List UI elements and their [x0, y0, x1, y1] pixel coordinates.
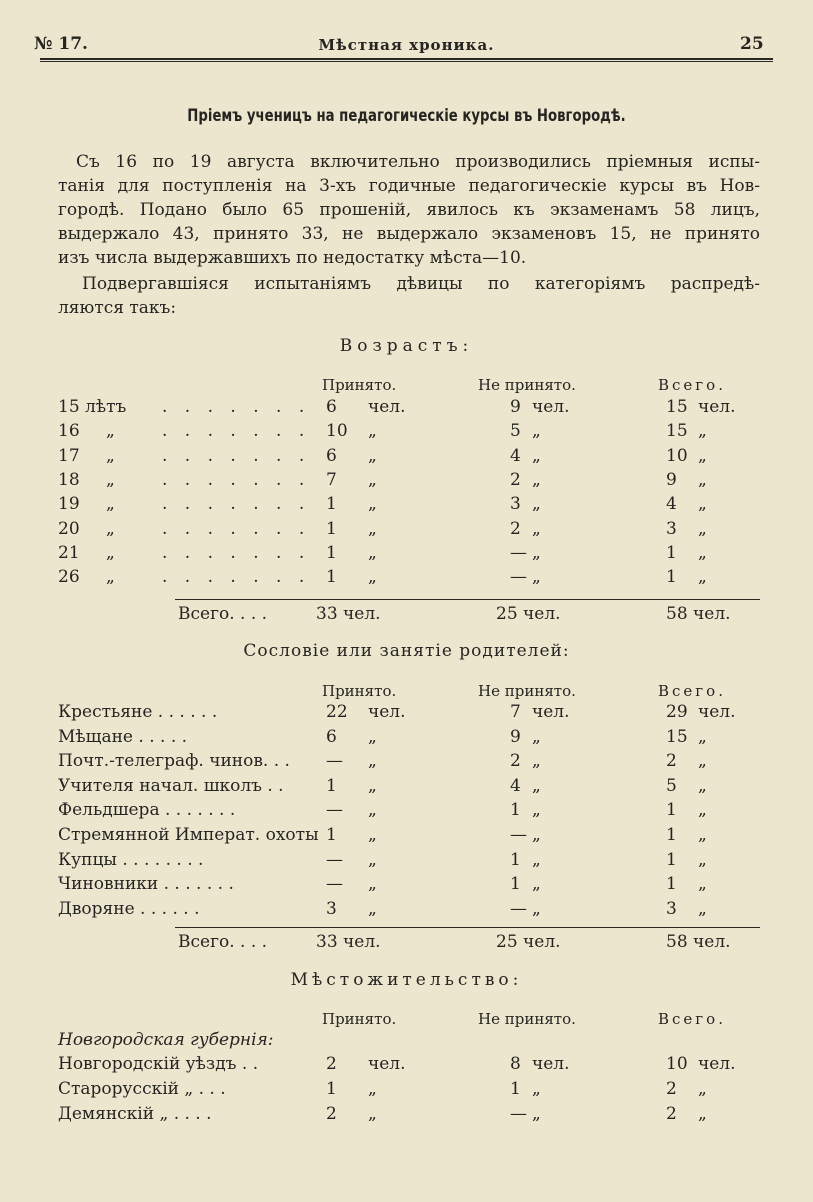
not-accepted-count: —	[510, 567, 527, 588]
not-accepted-count: 1	[510, 849, 521, 870]
total-unit: „	[698, 800, 707, 821]
total-label: Всего. . . .	[178, 604, 268, 624]
total-unit: „	[698, 567, 707, 588]
total-count: 15	[666, 421, 688, 442]
table-row	[58, 874, 778, 898]
accepted-count: 22	[326, 702, 348, 722]
accepted-unit: „	[368, 775, 377, 796]
total-unit: „	[698, 421, 707, 442]
accepted-unit: „	[368, 726, 377, 747]
accepted-unit: „	[368, 898, 377, 919]
row-label: 17	[58, 445, 80, 466]
paragraph-line: городѣ. Подано было 65 прошеній, явилось къ экзаменамъ 58 лицъ,	[58, 200, 760, 220]
leader-dots: . . . . . . .	[162, 567, 311, 588]
table-row	[58, 446, 778, 470]
row-label: 18	[58, 469, 80, 490]
not-accepted-unit: „	[532, 874, 541, 895]
total-count: 1	[666, 874, 677, 895]
ditto-mark: „	[106, 421, 115, 442]
not-accepted-count: 3	[510, 494, 521, 515]
not-accepted-unit: „	[532, 849, 541, 870]
table-row	[58, 751, 778, 775]
not-accepted-unit: чел.	[532, 702, 570, 722]
total-count: 1	[666, 800, 677, 821]
row-label: Мѣщане . . . . .	[58, 726, 188, 747]
total-unit: чел.	[698, 397, 736, 417]
total-overall: 58 чел.	[666, 932, 731, 952]
age-total-row	[58, 604, 778, 628]
accepted-unit: „	[368, 751, 377, 772]
not-accepted-unit: „	[532, 1079, 541, 1099]
total-count: 2	[666, 1079, 677, 1099]
accepted-count: 3	[326, 898, 337, 919]
accepted-count: 10	[326, 421, 348, 442]
not-accepted-unit: чел.	[532, 1054, 570, 1074]
total-count: 3	[666, 898, 677, 919]
not-accepted-count: —	[510, 542, 527, 563]
paragraph-line: Съ 16 по 19 августа включительно производились пріемныя испы-	[76, 152, 760, 172]
total-unit: „	[698, 494, 707, 515]
total-unit: „	[698, 874, 707, 895]
accepted-count: 6	[326, 726, 337, 747]
ditto-mark: „	[106, 518, 115, 539]
table-row	[58, 494, 778, 518]
ditto-mark: „	[106, 494, 115, 515]
row-label: Старорусскій „ . . .	[58, 1079, 226, 1099]
estate-total-rule	[175, 927, 760, 928]
ditto-mark: „	[106, 469, 115, 490]
accepted-unit: „	[368, 1104, 377, 1124]
accepted-unit: чел.	[368, 1054, 406, 1074]
total-unit: „	[698, 518, 707, 539]
total-unit: „	[698, 445, 707, 466]
total-count: 4	[666, 494, 677, 515]
accepted-unit: чел.	[368, 702, 406, 722]
total-count: 2	[666, 751, 677, 772]
accepted-count: 1	[326, 494, 337, 515]
table-row	[58, 727, 778, 751]
age-total-rule	[175, 599, 760, 600]
not-accepted-unit: „	[532, 421, 541, 442]
table-row	[58, 1079, 778, 1103]
ditto-mark: „	[106, 445, 115, 466]
column-header-accepted: Принято.	[322, 1010, 397, 1028]
accepted-count: 6	[326, 397, 337, 417]
accepted-count: —	[326, 849, 343, 870]
total-unit: „	[698, 726, 707, 747]
total-unit: „	[698, 849, 707, 870]
not-accepted-count: —	[510, 1104, 527, 1124]
total-count: 1	[666, 567, 677, 588]
row-label: Почт.-телеграф. чинов. . .	[58, 751, 290, 772]
column-header-not-accepted: Не принято.	[478, 682, 576, 700]
table-row	[58, 567, 778, 591]
row-label: Демянскій „ . . . .	[58, 1104, 212, 1124]
accepted-count: 2	[326, 1104, 337, 1124]
total-label: Всего. . . .	[178, 932, 268, 952]
total-unit: „	[698, 542, 707, 563]
not-accepted-count: 5	[510, 421, 521, 442]
total-unit: „	[698, 1104, 707, 1124]
not-accepted-count: 7	[510, 702, 521, 722]
row-label: 26	[58, 567, 80, 588]
paragraph-line: выдержало 43, принято 33, не выдержало экзаменовъ 15, не принято	[58, 224, 760, 244]
not-accepted-count: 8	[510, 1054, 521, 1074]
accepted-count: —	[326, 800, 343, 821]
row-label: 15 лѣтъ	[58, 397, 127, 417]
accepted-unit: „	[368, 421, 377, 442]
accepted-unit: „	[368, 518, 377, 539]
table-row	[58, 519, 778, 543]
not-accepted-unit: „	[532, 567, 541, 588]
total-count: 5	[666, 775, 677, 796]
not-accepted-unit: чел.	[532, 397, 570, 417]
not-accepted-count: 4	[510, 775, 521, 796]
total-unit: „	[698, 469, 707, 490]
not-accepted-count: 2	[510, 518, 521, 539]
accepted-unit: „	[368, 1079, 377, 1099]
total-unit: „	[698, 825, 707, 845]
paragraph-line: ляются такъ:	[58, 298, 177, 318]
not-accepted-count: —	[510, 898, 527, 919]
accepted-count: —	[326, 874, 343, 895]
row-label: Новгородскій уѣздъ . .	[58, 1054, 259, 1074]
column-header-accepted: Принято.	[322, 376, 397, 394]
leader-dots: . . . . . . .	[162, 397, 311, 417]
total-count: 2	[666, 1104, 677, 1124]
total-unit: „	[698, 751, 707, 772]
accepted-unit: „	[368, 542, 377, 563]
not-accepted-unit: „	[532, 542, 541, 563]
accepted-count: 1	[326, 775, 337, 796]
estate-total-row	[58, 932, 778, 956]
total-count: 3	[666, 518, 677, 539]
row-label: Дворяне . . . . . .	[58, 898, 200, 919]
total-unit: „	[698, 898, 707, 919]
province-label: Новгородская губернія:	[58, 1030, 274, 1050]
leader-dots: . . . . . . .	[162, 469, 311, 490]
not-accepted-unit: „	[532, 800, 541, 821]
accepted-count: 1	[326, 825, 337, 845]
row-label: Учителя начал. школъ . .	[58, 775, 284, 796]
accepted-unit: „	[368, 445, 377, 466]
not-accepted-unit: „	[532, 445, 541, 466]
accepted-count: 7	[326, 469, 337, 490]
column-header-total: Всего.	[658, 682, 726, 700]
ditto-mark: „	[106, 542, 115, 563]
column-header-total: Всего.	[658, 376, 726, 394]
table-row	[58, 702, 778, 726]
page-number: 25	[740, 34, 764, 54]
row-label: Купцы . . . . . . . .	[58, 849, 204, 870]
residence-subheading	[58, 1030, 778, 1054]
not-accepted-count: 1	[510, 1079, 521, 1099]
table-row	[58, 1054, 778, 1078]
accepted-unit: „	[368, 567, 377, 588]
leader-dots: . . . . . . .	[162, 445, 311, 466]
total-not-accepted: 25 чел.	[496, 932, 561, 952]
accepted-unit: „	[368, 849, 377, 870]
not-accepted-count: 1	[510, 800, 521, 821]
total-overall: 58 чел.	[666, 604, 731, 624]
paragraph-line: изъ числа выдержавшихъ по недостатку мѣста—10.	[58, 248, 527, 268]
row-label: Фельдшера . . . . . . .	[58, 800, 236, 821]
row-label: 16	[58, 421, 80, 442]
table-row	[58, 825, 778, 849]
not-accepted-count: —	[510, 825, 527, 845]
leader-dots: . . . . . . .	[162, 542, 311, 563]
accepted-count: 1	[326, 518, 337, 539]
row-label: Стремянной Императ. охоты	[58, 825, 319, 845]
row-label: Крестьяне . . . . . .	[58, 702, 218, 722]
table-row	[58, 899, 778, 923]
not-accepted-unit: „	[532, 518, 541, 539]
table-row	[58, 543, 778, 567]
not-accepted-count: 1	[510, 874, 521, 895]
paragraph-line: танія для поступленія на 3-хъ годичные педагогическіе курсы въ Нов-	[58, 176, 760, 196]
header-rule-thin	[40, 61, 773, 62]
not-accepted-unit: „	[532, 751, 541, 772]
row-label: 19	[58, 494, 80, 515]
total-unit: чел.	[698, 702, 736, 722]
section-heading-age: Возрастъ:	[339, 336, 474, 356]
accepted-count: 2	[326, 1054, 337, 1074]
table-row	[58, 776, 778, 800]
total-count: 10	[666, 1054, 688, 1074]
column-header-not-accepted: Не принято.	[478, 1010, 576, 1028]
leader-dots: . . . . . . .	[162, 421, 311, 442]
not-accepted-unit: „	[532, 469, 541, 490]
not-accepted-unit: „	[532, 494, 541, 515]
total-unit: „	[698, 775, 707, 796]
column-header-total: Всего.	[658, 1010, 726, 1028]
table-row	[58, 850, 778, 874]
table-row	[58, 1104, 778, 1128]
not-accepted-unit: „	[532, 775, 541, 796]
total-count: 10	[666, 445, 688, 466]
accepted-unit: „	[368, 825, 377, 845]
not-accepted-unit: „	[532, 898, 541, 919]
row-label: Чиновники . . . . . . .	[58, 874, 234, 895]
not-accepted-unit: „	[532, 726, 541, 747]
leader-dots: . . . . . . .	[162, 494, 311, 515]
accepted-count: 1	[326, 1079, 337, 1099]
column-header-not-accepted: Не принято.	[478, 376, 576, 394]
accepted-unit: „	[368, 469, 377, 490]
total-count: 29	[666, 702, 688, 722]
total-count: 15	[666, 397, 688, 417]
total-unit: „	[698, 1079, 707, 1099]
table-row	[58, 397, 778, 421]
section-heading-residence: Мѣстожительство:	[290, 970, 523, 990]
total-count: 15	[666, 726, 688, 747]
not-accepted-count: 9	[510, 397, 521, 417]
row-label: 21	[58, 542, 80, 563]
accepted-count: 1	[326, 567, 337, 588]
issue-number: № 17.	[34, 34, 88, 54]
not-accepted-count: 4	[510, 445, 521, 466]
article-title: Пріемъ ученицъ на педагогическіе курсы въ Новгородѣ.	[187, 106, 626, 126]
total-not-accepted: 25 чел.	[496, 604, 561, 624]
table-row	[58, 800, 778, 824]
paragraph-line: Подвергавшіяся испытаніямъ дѣвицы по категоріямъ распредѣ-	[82, 274, 760, 294]
total-count: 1	[666, 849, 677, 870]
header-rule	[40, 58, 773, 60]
accepted-count: 1	[326, 542, 337, 563]
section-heading-estate: Сословіе или занятіе родителей:	[243, 641, 570, 661]
not-accepted-count: 9	[510, 726, 521, 747]
not-accepted-count: 2	[510, 469, 521, 490]
ditto-mark: „	[106, 567, 115, 588]
not-accepted-unit: „	[532, 1104, 541, 1124]
leader-dots: . . . . . . .	[162, 518, 311, 539]
total-count: 9	[666, 469, 677, 490]
running-title: Мѣстная хроника.	[318, 36, 495, 54]
accepted-count: 6	[326, 445, 337, 466]
table-row	[58, 470, 778, 494]
accepted-count: —	[326, 751, 343, 772]
total-accepted: 33 чел.	[316, 604, 381, 624]
accepted-unit: „	[368, 874, 377, 895]
accepted-unit: „	[368, 494, 377, 515]
total-count: 1	[666, 825, 677, 845]
accepted-unit: чел.	[368, 397, 406, 417]
accepted-unit: „	[368, 800, 377, 821]
total-accepted: 33 чел.	[316, 932, 381, 952]
not-accepted-unit: „	[532, 825, 541, 845]
total-unit: чел.	[698, 1054, 736, 1074]
column-header-accepted: Принято.	[322, 682, 397, 700]
not-accepted-count: 2	[510, 751, 521, 772]
row-label: 20	[58, 518, 80, 539]
total-count: 1	[666, 542, 677, 563]
table-row	[58, 421, 778, 445]
